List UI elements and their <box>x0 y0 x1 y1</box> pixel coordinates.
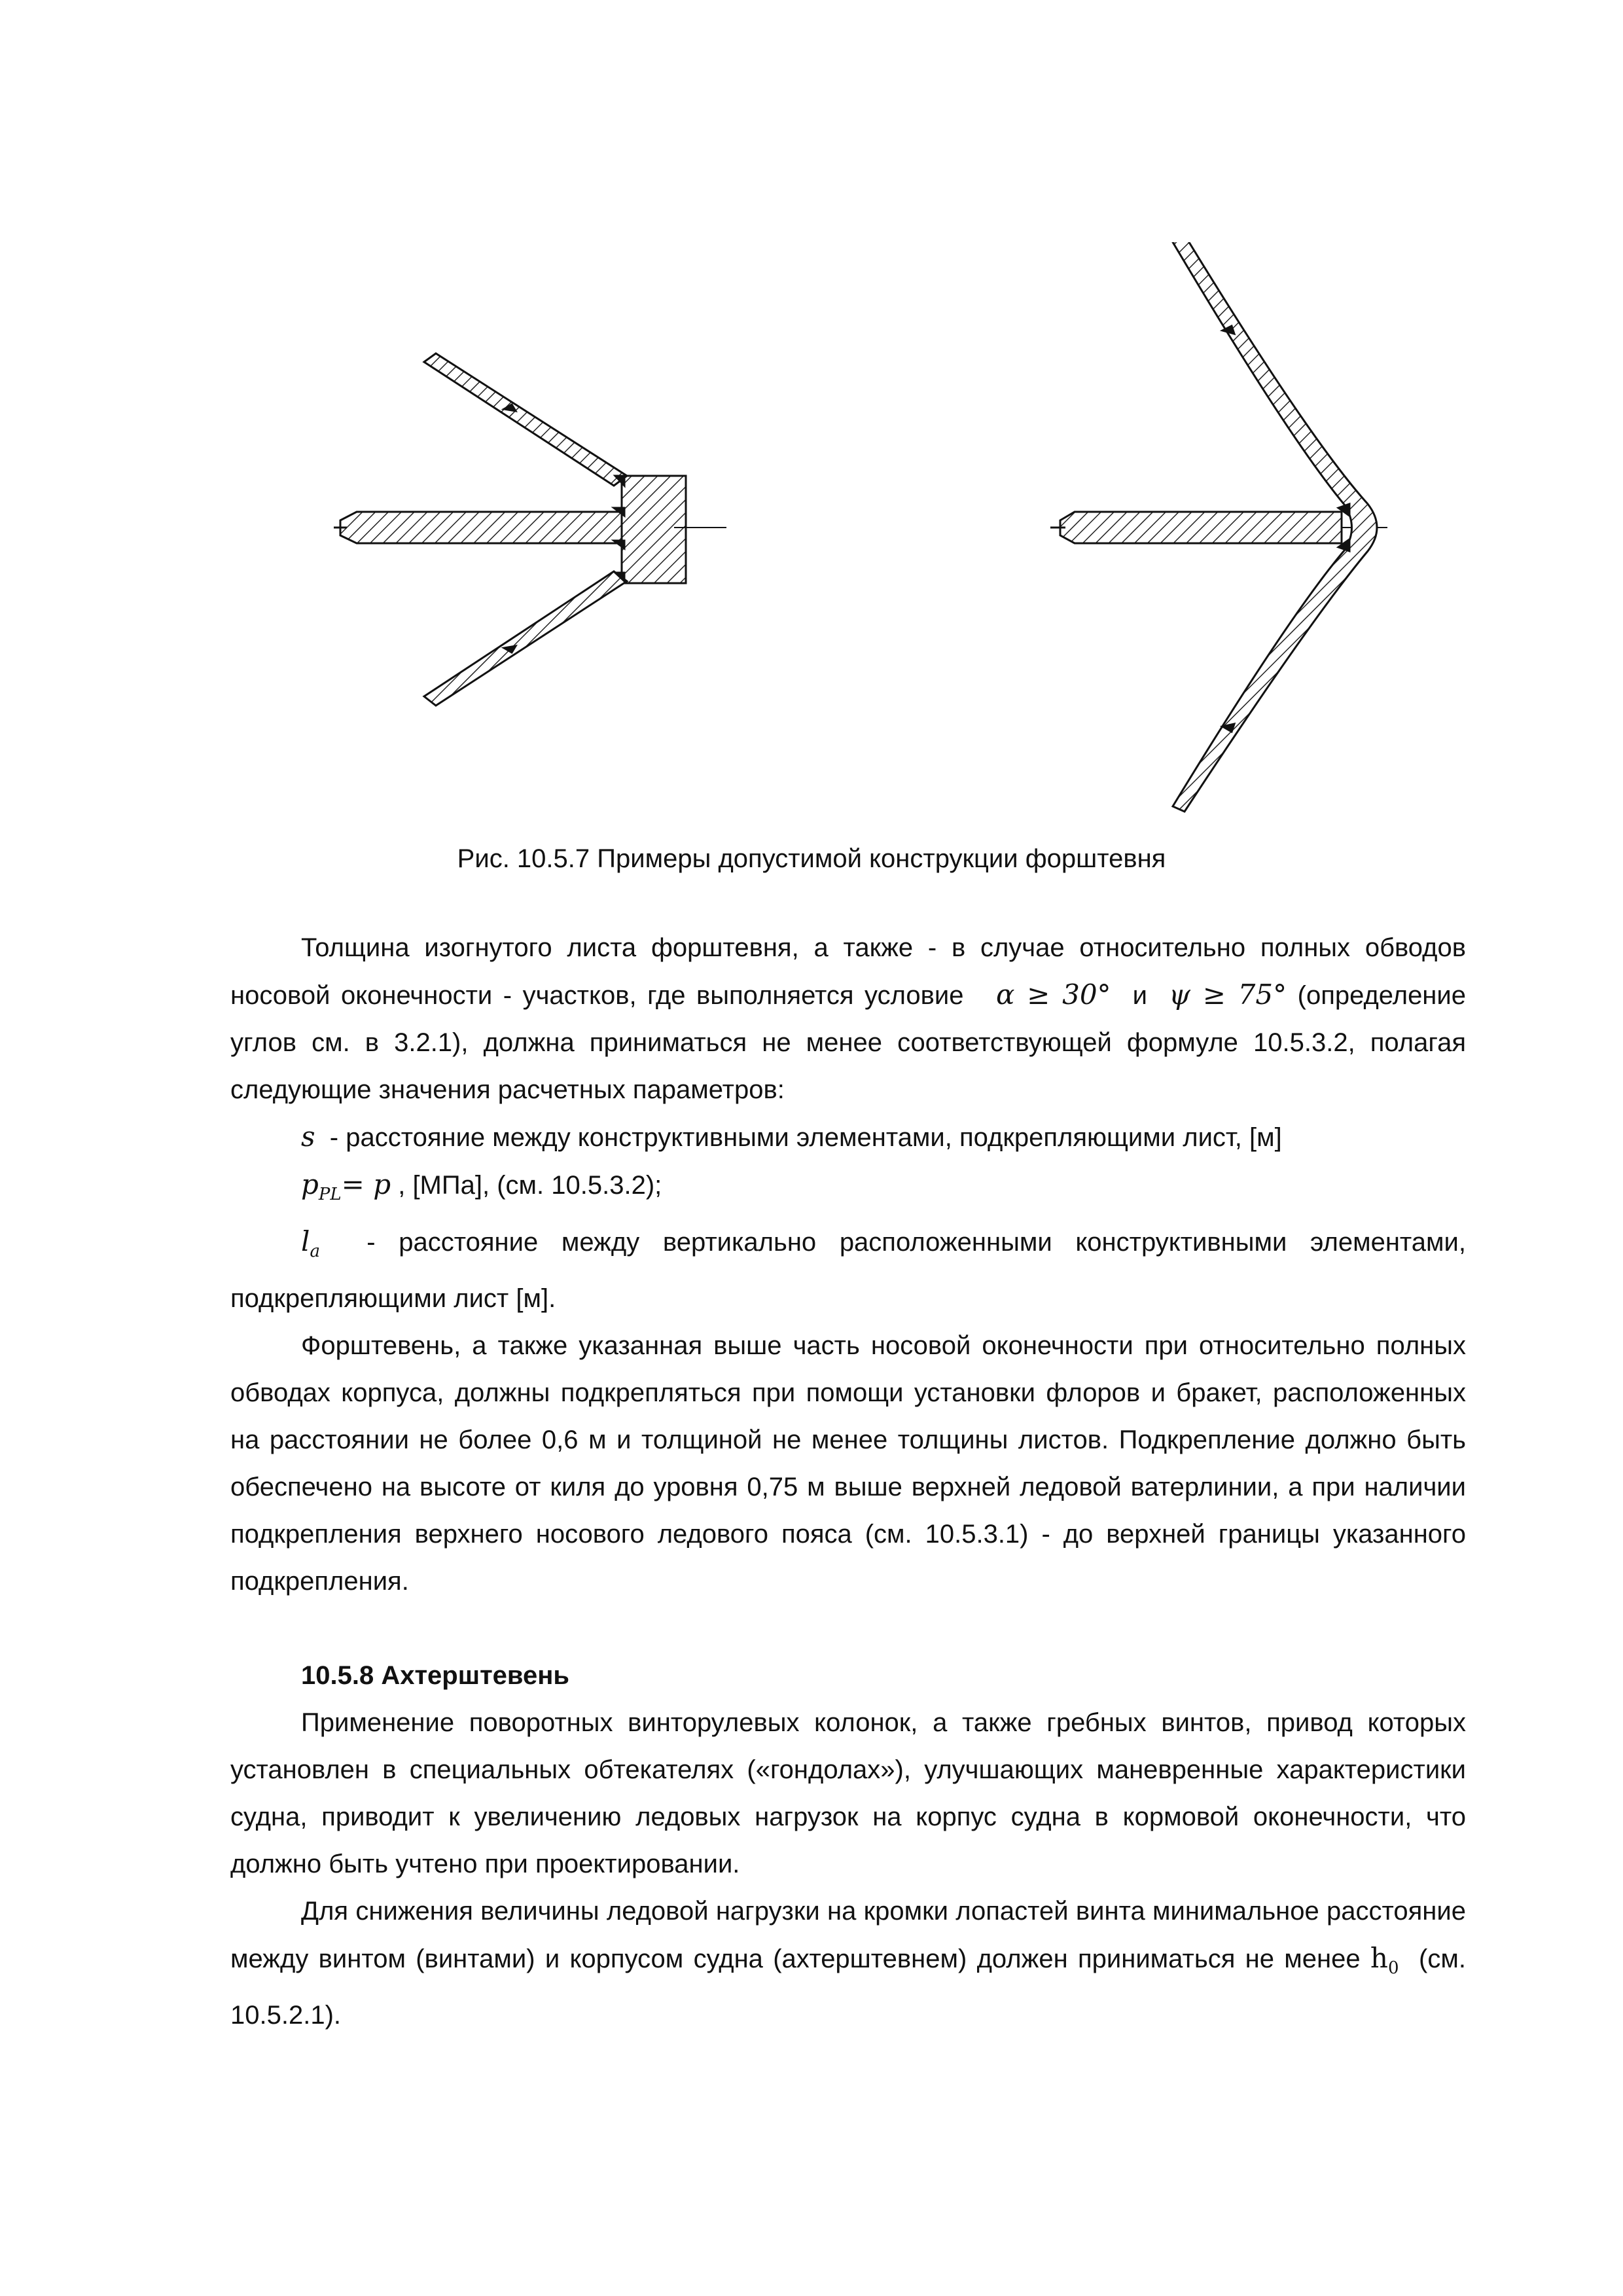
p-symbol: p <box>301 1168 319 1200</box>
s-description: - расстояние между конструктивными элементами, подкрепляющими лист, [м] <box>329 1123 1282 1152</box>
paragraph-1 <box>230 924 1466 1113</box>
paragraph-2: Форштевень, а также указанная выше часть носовой оконечности при относительно полных обводах корпуса, должны подкрепляться при помощи установки флоров и бракет, расположенных на расстоянии не более 0,6 м и толщиной не менее толщины листов. Подкрепление должно быть обеспечено на высоте от киля до уровня 0,75 м выше верхней ледовой ватерлинии, а при наличии подкрепления верхнего носового ледового пояса (см. 10.5.3.1) - до верхней границы указанного подкрепления. <box>230 1331 1466 1596</box>
param-s <box>230 1113 1466 1161</box>
conjunction: и <box>1132 981 1147 1010</box>
h0-symbol: h <box>1370 1942 1388 1974</box>
paragraph-1-text-a: Толщина изогнутого листа форштевня, а также - в случае относительно полных обводов носовой оконечности - участков, где выполняется условие <box>230 933 1466 1010</box>
main-text <box>230 924 1466 2039</box>
s-symbol: s <box>301 1121 315 1153</box>
paragraph-1-text-b: (определение углов см. в 3.2.1), должна приниматься не менее соответствующей формуле 10.5.3.2, полагая следующие значения расчетных параметров: <box>230 981 1466 1104</box>
condition-alpha: α ≥ 30° <box>996 978 1111 1011</box>
figure-caption: Рис. 10.5.7 Примеры допустимой конструкции форштевня <box>457 844 1166 873</box>
param-la <box>230 1218 1466 1322</box>
p-equation: = p <box>341 1168 391 1200</box>
p-description: , [МПа], (см. 10.5.3.2); <box>398 1171 662 1200</box>
stem-construction-figure <box>308 242 1420 831</box>
p-subscript: PL <box>318 1185 342 1204</box>
bar-stem-drawing <box>334 353 726 706</box>
la-subscript: a <box>310 1242 320 1261</box>
la-description: - расстояние между вертикально расположенными конструктивными элементами, подкрепляющими лист [м]. <box>230 1228 1466 1313</box>
paragraph-4-text-a: Для снижения величины ледовой нагрузки на кромки лопастей винта минимальное расстояние между винтом (винтами) и корпусом судна (ахтерштевнем) должен приниматься не менее <box>230 1897 1466 1973</box>
bent-plate-stem-drawing <box>1050 242 1387 812</box>
paragraph-4 <box>230 1888 1466 2039</box>
la-symbol: l <box>301 1225 310 1257</box>
section-heading: 10.5.8 Ахтерштевень <box>301 1661 569 1690</box>
paragraph-3: Применение поворотных винторулевых колонок, а также гребных винтов, привод которых установлен в специальных обтекателях («гондолах»), улучшающих маневренные характеристики судна, приводит к увеличению ледовых нагрузок на корпус судна в кормовой оконечности, что должно быть учтено при проектировании. <box>230 1708 1466 1878</box>
param-p <box>230 1161 1466 1218</box>
paragraph-4-text-b: (см. 10.5.2.1). <box>230 1945 1466 2030</box>
stem-drawings <box>308 242 1420 831</box>
h0-subscript: 0 <box>1387 1958 1399 1978</box>
condition-psi: ψ ≥ 75° <box>1169 978 1287 1011</box>
